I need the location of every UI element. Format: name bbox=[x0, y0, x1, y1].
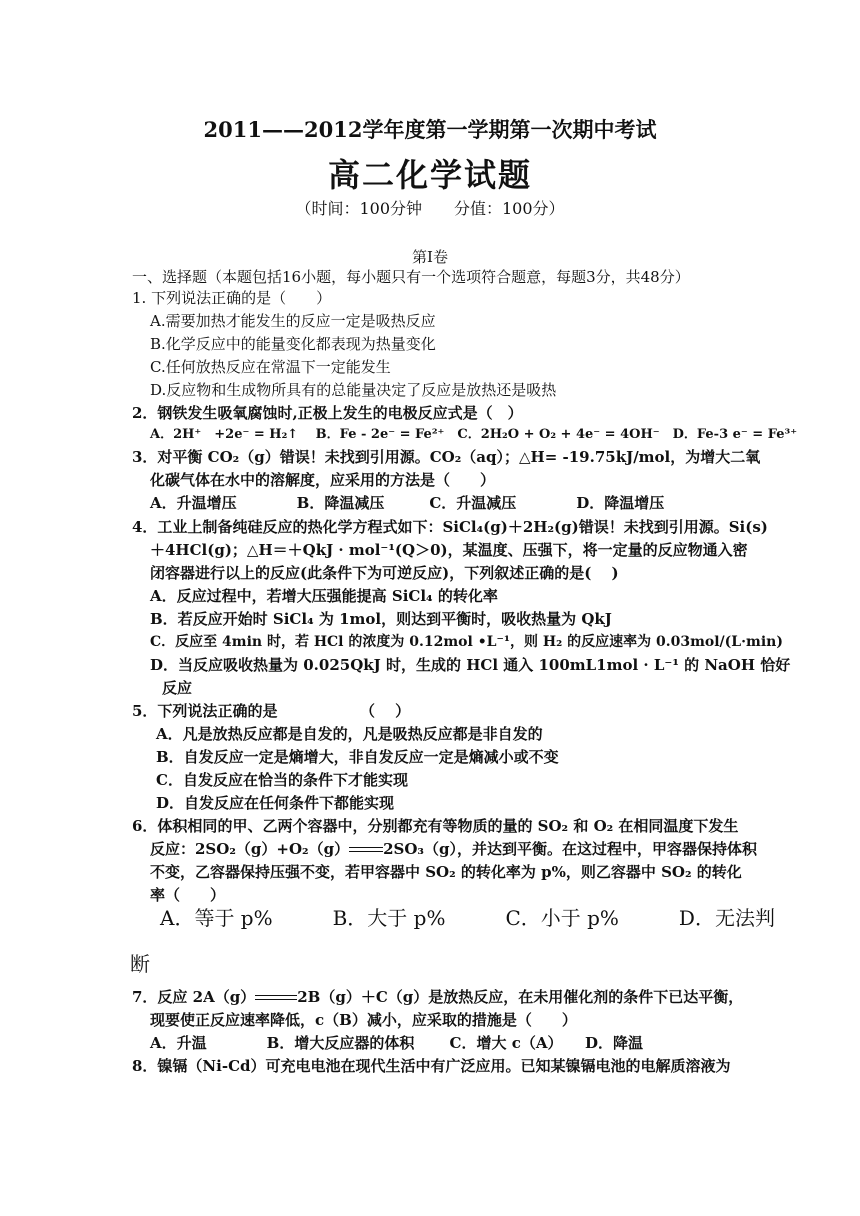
question-5-stem: 5．下列说法正确的是 （ ） bbox=[132, 702, 411, 720]
question-6-options: A．等于 p% B．大于 p% C．小于 p% D．无法判 bbox=[160, 906, 775, 930]
section-heading: 一、选择题（本题包括16小题，每小题只有一个选项符合题意，每题3分，共48分） bbox=[132, 268, 690, 286]
question-3-options: A．升温增压 B．降温减压 C．升温减压 D．降温增压 bbox=[150, 494, 665, 512]
question-8-line-1: 8．镍镉（Ni-Cd）可充电电池在现代生活中有广泛应用。已知某镍镉电池的电解质溶液为 bbox=[132, 1057, 731, 1075]
question-5-option-b: B．自发反应一定是熵增大，非自发反应一定是熵减小或不变 bbox=[156, 748, 559, 766]
question-6-line-1: 6．体积相同的甲、乙两个容器中，分别都充有等物质的量的 SO₂ 和 O₂ 在相同温度下发生 bbox=[132, 817, 739, 835]
question-2-options: A．2H⁺ +2e⁻ = H₂↑ B．Fe - 2e⁻ = Fe²⁺ C．2H₂O + O₂ + 4e⁻ = 4OH⁻ D．Fe-3 e⁻ = Fe³⁺ bbox=[150, 427, 798, 442]
question-6-line-3: 不变，乙容器保持压强不变，若甲容器中 SO₂ 的转化率为 p%，则乙容器中 SO₂ 的转化 bbox=[150, 863, 742, 881]
question-6-line-2 bbox=[150, 838, 757, 860]
question-1-stem: 1. 下列说法正确的是（ ） bbox=[132, 289, 332, 307]
question-4-line-3: 闭容器进行以上的反应(此条件下为可逆反应)，下列叙述正确的是( ) bbox=[150, 564, 619, 582]
question-7-options: A．升温 B．增大反应器的体积 C．增大 c（A） D．降温 bbox=[150, 1034, 643, 1052]
question-4-line-1: 4．工业上制备纯硅反应的热化学方程式如下：SiCl₄(g)＋2H₂(g)错误！未找到引用源。Si(s) bbox=[132, 518, 768, 536]
exam-info: （时间：100分钟 分值：100分） bbox=[295, 199, 565, 218]
question-6-line-2-left: 反应：2SO₂（g）+O₂（g） bbox=[150, 840, 350, 858]
question-6-line-2-right: 2SO₃（g），并达到平衡。在这过程中，甲容器保持体积 bbox=[383, 840, 757, 858]
question-3-line-2: 化碳气体在水中的溶解度，应采用的方法是（ ） bbox=[150, 471, 496, 489]
question-4-option-d-line-1: D．当反应吸收热量为 0.025QkJ 时，生成的 HCl 通入 100mL1mol · L⁻¹ 的 NaOH 恰好 bbox=[150, 656, 791, 674]
question-4-option-a: A．反应过程中，若增大压强能提高 SiCl₄ 的转化率 bbox=[150, 587, 498, 605]
question-7-line-1-left: 7．反应 2A（g） bbox=[132, 988, 256, 1006]
question-3-line-1: 3．对平衡 CO₂（g）错误！未找到引用源。CO₂（aq）；△H= -19.75kJ/mol，为增大二氧 bbox=[132, 448, 761, 466]
question-7-line-1 bbox=[132, 986, 743, 1008]
exam-title: 2011——2012学年度第一学期第一次期中考试 bbox=[203, 117, 657, 142]
question-5-option-d: D．自发反应在任何条件下都能实现 bbox=[156, 794, 395, 812]
question-7-line-1-right: 2B（g）＋C（g）是放热反应，在未用催化剂的条件下已达平衡， bbox=[297, 988, 744, 1006]
question-6-line-4: 率（ ） bbox=[150, 886, 226, 904]
question-5-option-a: A．凡是放热反应都是自发的，凡是吸热反应都是非自发的 bbox=[156, 725, 543, 743]
question-1-option-d: D.反应物和生成物所具有的总能量决定了反应是放热还是吸热 bbox=[150, 381, 557, 399]
question-4-option-b: B．若反应开始时 SiCl₄ 为 1mol，则达到平衡时，吸收热量为 QkJ bbox=[150, 610, 612, 628]
question-1-option-c: C.任何放热反应在常温下一定能发生 bbox=[150, 358, 391, 376]
question-6-options-wrap: 断 bbox=[130, 952, 150, 976]
question-4-line-2: ＋4HCl(g)；△H＝＋QkJ · mol⁻¹(Q＞0)，某温度、压强下，将一定量的反应物通入密 bbox=[150, 541, 748, 559]
equilibrium-arrow-icon bbox=[349, 845, 383, 855]
question-2-stem: 2．钢铁发生吸氧腐蚀时,正极上发生的电极反应式是（ ） bbox=[132, 404, 523, 422]
subject-title: 高二化学试题 bbox=[327, 156, 532, 194]
question-1-option-a: A.需要加热才能发生的反应一定是吸热反应 bbox=[150, 312, 436, 330]
part-heading: 第Ⅰ卷 bbox=[412, 248, 448, 266]
question-7-line-2: 现要使正反应速率降低，c（B）减小，应采取的措施是（ ） bbox=[150, 1011, 577, 1029]
question-4-option-c: C．反应至 4min 时，若 HCl 的浓度为 0.12mol •L⁻¹，则 H₂ 的反应速率为 0.03mol/(L·min) bbox=[150, 634, 783, 650]
question-4-option-d-line-2: 反应 bbox=[162, 679, 193, 697]
question-5-option-c: C．自发反应在恰当的条件下才能实现 bbox=[156, 771, 408, 789]
equilibrium-arrow-icon bbox=[255, 993, 297, 1003]
question-1-option-b: B.化学反应中的能量变化都表现为热量变化 bbox=[150, 335, 436, 353]
